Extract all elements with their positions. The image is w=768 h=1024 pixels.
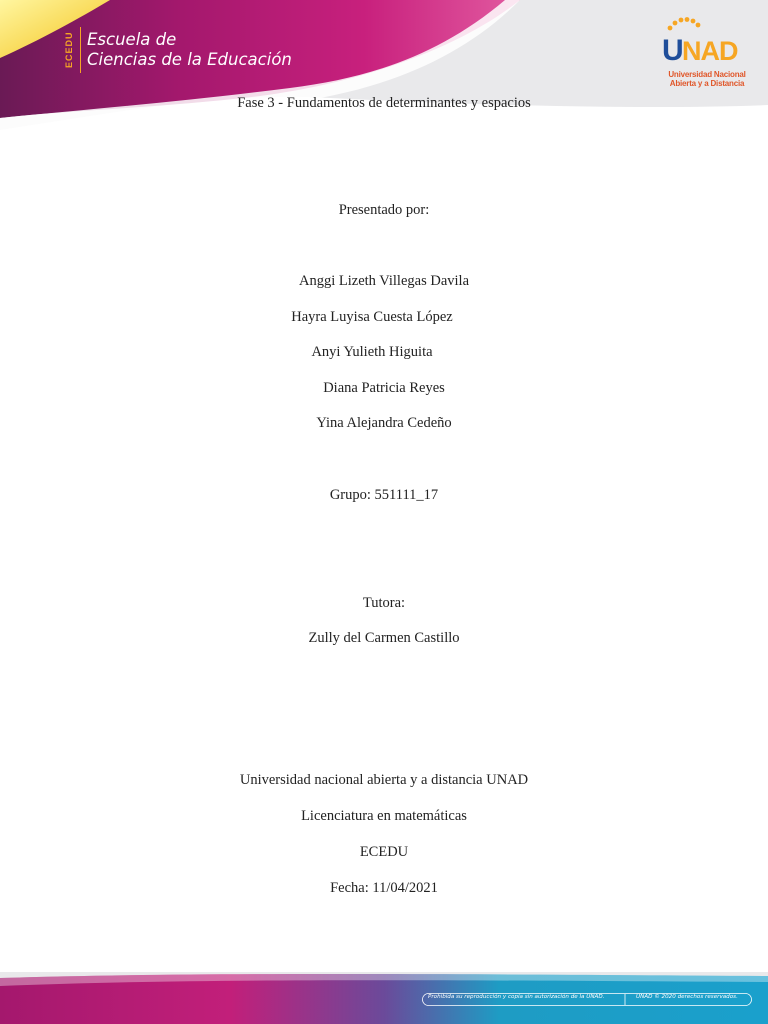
author-name: Hayra Luyisa Cuesta López <box>291 309 453 325</box>
university-name: Universidad nacional abierta y a distancia UNAD <box>239 772 529 788</box>
school-name-line2: Ciencias de la Educación <box>87 50 292 69</box>
school-name-line1: Escuela de <box>87 30 177 49</box>
footer-notice-text: Prohibida su reproducción y copia sin autorización de la UNAD. <box>428 994 605 1000</box>
author-name: Yina Alejandra Cedeño <box>316 415 452 431</box>
group-label: Grupo: 551111_17 <box>329 487 439 503</box>
program-name: Licenciatura en matemáticas <box>301 808 467 824</box>
header-banner <box>0 0 768 145</box>
school-abbrev: ECEDU <box>359 844 409 860</box>
unad-subtitle-line2: Abierta y a Distancia <box>669 79 745 88</box>
document-date: Fecha: 11/04/2021 <box>330 880 438 896</box>
unad-subtitle-line1: Universidad Nacional <box>668 70 746 79</box>
header-divider <box>80 27 81 73</box>
presented-by-label: Presentado por: <box>338 202 430 218</box>
ecedu-tag: ECEDU <box>64 31 74 69</box>
svg-text:U: U <box>662 34 683 67</box>
tutor-label: Tutora: <box>362 595 406 611</box>
author-name: Anyi Yulieth Higuita <box>311 344 433 360</box>
author-name: Diana Patricia Reyes <box>323 380 445 396</box>
document-title: Fase 3 - Fundamentos de determinantes y espacios <box>237 95 531 111</box>
footer-copyright: UNAD © 2020 derechos reservados. <box>636 994 738 1000</box>
tutor-name: Zully del Carmen Castillo <box>308 630 460 646</box>
svg-text:NAD: NAD <box>682 36 738 66</box>
author-name: Anggi Lizeth Villegas Davila <box>299 273 469 289</box>
